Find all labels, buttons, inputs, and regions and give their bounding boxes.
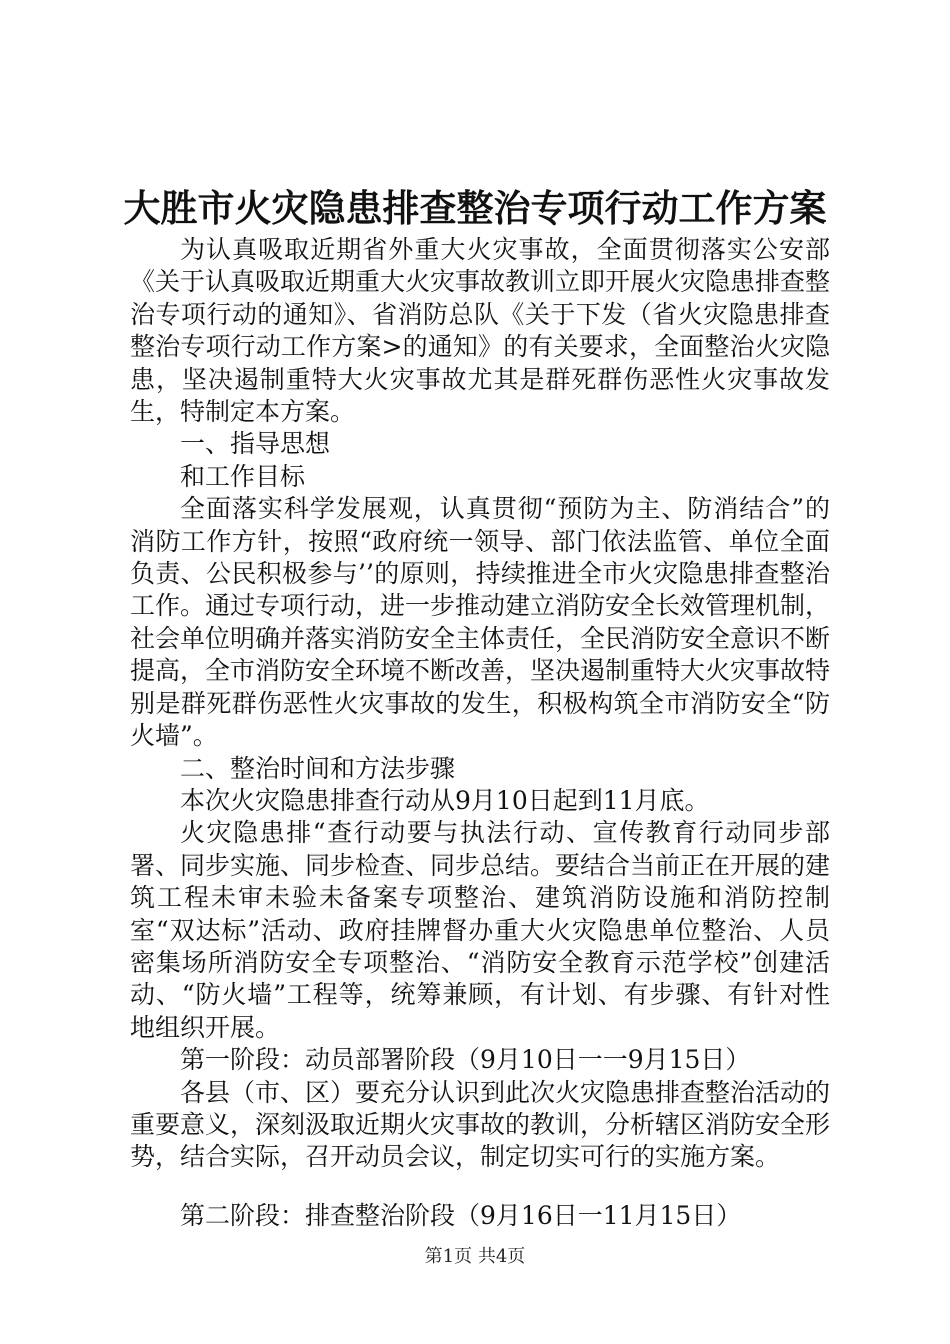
section-heading-1: 一、指导思想 (180, 429, 331, 459)
section-heading-1-continued: 和工作目标 (180, 461, 306, 491)
phase-1-heading: 第一阶段：动员部署阶段（9月10日一一9月15日） (180, 1045, 751, 1075)
page-footer: 第1页 共4页 (424, 1246, 526, 1267)
phase-1-paragraph: 各县（市、区）要充分认识到此次火灾隐患排查整治活动的重要意义，深刻汲取近期火灾事故的教训，分析辖区消防安全形势，结合实际，召开动员会议，制定切实可行的实施方案。 (130, 1077, 831, 1172)
guiding-principle-paragraph: 全面落实科学发展观，认真贯彻“预防为主、防消结合”的消防工作方针，按照“政府统一领导、部门依法监管、单位全面负责、公民积极参与’’的原则，持续推进全市火灾隐患排查整治工作。通过专项行动，进一步推动建立消防安全长效管理机制，社会单位明确并落实消防安全主体责任，全民消防安全意识不断提高，全市消防安全环境不断改善，坚决遏制重特大火灾事故特别是群死群伤恶性火灾事故的发生，积极构筑全市消防安全“防火墙”。 (130, 494, 831, 751)
intro-paragraph: 为认真吸取近期省外重大火灾事故，全面贯彻落实公安部《关于认真吸取近期重大火灾事故教训立即开展火灾隐患排查整治专项行动的通知》、省消防总队《关于下发（省火灾隐患排查整治专项行动工作方案>的通知》的有关要求，全面整治火灾隐患，坚决遏制重特大火灾事故尤其是群死群伤恶性火灾事故发生，特制定本方案。 (130, 235, 831, 427)
document-title: 大胜市火灾隐患排查整治专项行动工作方案 (123, 187, 827, 230)
coordination-paragraph: 火灾隐患排“查行动要与执法行动、宣传教育行动同步部署、同步实施、同步检查、同步总结。要结合当前正在开展的建筑工程未审未验未备案专项整治、建筑消防设施和消防控制室“双达标”活动、政府挂牌督办重大火灾隐患单位整治、人员密集场所消防安全专项整治、“消防安全教育示范学校”创建活动、“防火墙”工程等，统筹兼顾，有计划、有步骤、有针对性地组织开展。 (130, 818, 831, 1042)
document-body (130, 234, 830, 1232)
section-heading-2: 二、整治时间和方法步骤 (180, 753, 456, 783)
phase-2-heading: 第二阶段：排查整治阶段（9月16日一11月15日） (180, 1200, 742, 1230)
schedule-paragraph: 本次火灾隐患排查行动从9月10日起到11月底。 (180, 785, 710, 815)
paragraph-gap (130, 1174, 830, 1200)
